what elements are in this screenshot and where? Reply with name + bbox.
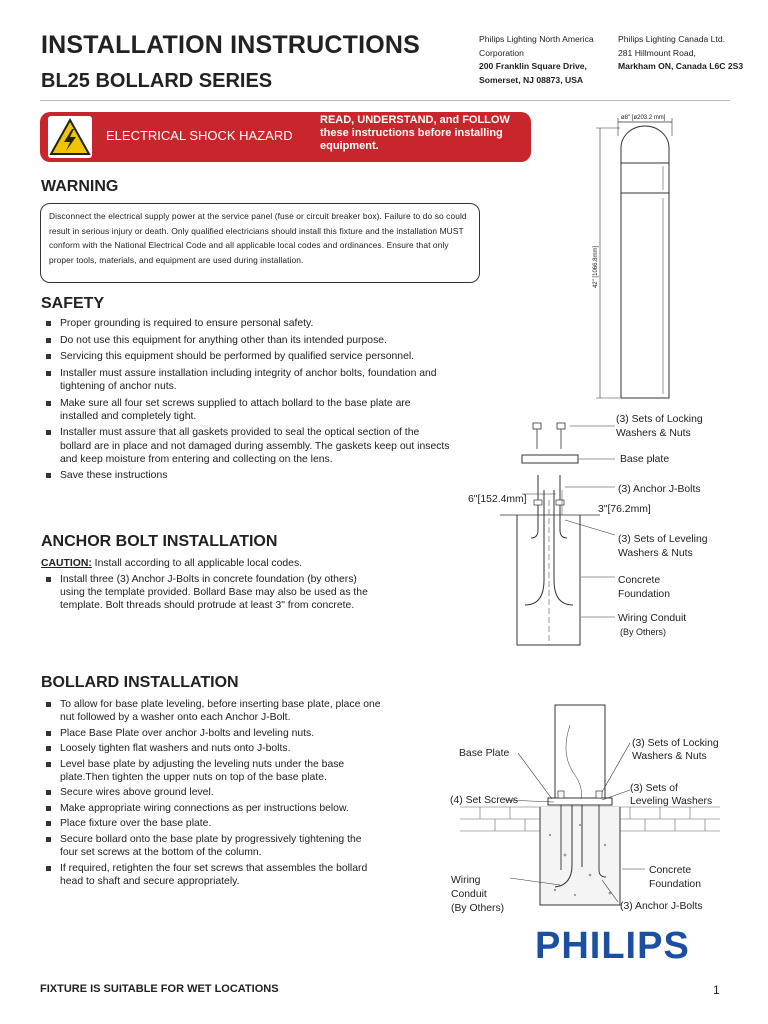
canada-office-address: Philips Lighting Canada Ltd. 281 Hillmount Road, Markham ON, Canada L6C 2S3 xyxy=(618,34,744,71)
label-wiring-conduit: Wiring Conduit xyxy=(618,613,687,624)
height-dimension: 42" [1066.8mm] xyxy=(593,245,599,288)
anchor-bolt-drawing xyxy=(440,405,710,655)
label-anchor-bolts: (3) Anchor J-Bolts xyxy=(618,484,701,495)
page-number: 1 xyxy=(713,983,720,997)
safety-heading: SAFETY xyxy=(41,295,105,312)
caution-note: CAUTION: Install according to all applicable local codes. xyxy=(41,558,303,569)
list-item: Place Base Plate over anchor J-bolts and leveling nuts. xyxy=(41,727,381,740)
label-conduit: Conduit xyxy=(451,889,487,900)
label-concrete: Concrete xyxy=(649,865,692,876)
wet-locations-note: FIXTURE IS SUITABLE FOR WET LOCATIONS xyxy=(40,983,279,995)
list-item: Place fixture over the base plate. xyxy=(41,817,381,830)
page-subtitle: BL25 BOLLARD SERIES xyxy=(41,70,273,92)
label-locking-washers-2: Washers & Nuts xyxy=(632,751,707,762)
label-anchor-bolts: (3) Anchor J-Bolts xyxy=(620,901,703,912)
label-by-others: (By Others) xyxy=(620,627,667,637)
anchor-heading: ANCHOR BOLT INSTALLATION xyxy=(41,533,278,550)
label-leveling-washers: (3) Sets of Leveling xyxy=(618,534,708,545)
safety-list xyxy=(41,317,451,486)
label-base-plate: Base plate xyxy=(620,454,670,465)
label-locking-washers: (3) Sets of Locking xyxy=(632,738,719,749)
label-dimension-3in: 3"[76.2mm] xyxy=(598,504,651,515)
label-set-screws: (4) Set Screws xyxy=(450,795,519,806)
label-foundation: Foundation xyxy=(649,879,701,890)
label-leveling-washers: Leveling Washers xyxy=(630,796,713,807)
bollard-heading: BOLLARD INSTALLATION xyxy=(41,674,239,691)
us-office-address: Philips Lighting North America Corporation 200 Franklin Square Drive, Somerset, NJ 08873, USA xyxy=(479,34,594,85)
list-item: Save these instructions xyxy=(41,469,451,482)
width-dimension: ø8" [ø203.2 mm] xyxy=(621,115,666,121)
list-item: Installer must assure that all gaskets provided to seal the optical section of the bollard are in place and not damaged during assembly. The gaskets keep out insects and keep moisture from entering and collecting on the lens. xyxy=(41,426,451,466)
label-base-plate: Base Plate xyxy=(459,748,510,759)
label-locking-washers: (3) Sets of Locking xyxy=(616,414,703,425)
anchor-list xyxy=(41,573,381,613)
list-item: Servicing this equipment should be performed by qualified service personnel. xyxy=(41,350,451,363)
label-dimension-6in: 6"[152.4mm] xyxy=(468,494,527,505)
list-item: Secure bollard onto the base plate by progressively tightening the four set screws at the bottom of the column. xyxy=(41,833,381,859)
list-item: To allow for base plate leveling, before inserting base plate, place one nut followed by a washer onto each Anchor J-Bolt. xyxy=(41,698,381,724)
warning-heading: WARNING xyxy=(41,178,119,195)
header-divider xyxy=(40,100,730,101)
list-item: Secure wires above ground level. xyxy=(41,786,381,799)
label-leveling-washers-2: Washers & Nuts xyxy=(618,548,693,559)
list-item: If required, retighten the four set screws that assembles the bollard head to shaft and secure appropriately. xyxy=(41,862,381,888)
philips-logo: PHILIPS xyxy=(535,925,690,967)
bollard-installation-drawing xyxy=(440,695,740,920)
label-wiring: Wiring xyxy=(451,875,481,886)
label-sets-of: (3) Sets of xyxy=(630,783,678,794)
bollard-list xyxy=(41,698,381,890)
bollard-dimension-drawing xyxy=(590,108,700,408)
read-instructions-note: READ, UNDERSTAND, and FOLLOW these instructions before installing equipment. xyxy=(320,114,510,152)
label-concrete: Concrete xyxy=(618,575,661,586)
label-locking-washers-2: Washers & Nuts xyxy=(616,428,691,439)
electrical-hazard-icon xyxy=(48,116,92,158)
list-item: Make sure all four set screws supplied to attach bollard to the base plate are installed and completely tight. xyxy=(41,397,451,423)
label-by-others: (By Others) xyxy=(451,903,505,914)
list-item: Proper grounding is required to ensure personal safety. xyxy=(41,317,451,330)
warning-text: Disconnect the electrical supply power at the service panel (fuse or circuit breaker box). Failure to do so could result in serious injury or death. Only qualified electricians should install this fixture and the installation MUST conform with the National Electrical Code and all applicable local codes and ordinances. Ensure that only proper tools, materials, and equipment are used during installation. xyxy=(49,211,467,265)
list-item: Installer must assure installation including integrity of anchor bolts, foundation and tightening of anchor nuts. xyxy=(41,367,451,393)
list-item: Make appropriate wiring connections as per instructions below. xyxy=(41,802,381,815)
page-title: INSTALLATION INSTRUCTIONS xyxy=(41,31,421,59)
list-item: Install three (3) Anchor J-Bolts in concrete foundation (by others) using the template provided. Bollard Base may also be used as the template. Bolt threads should protrude at least 3" from concrete. xyxy=(41,573,381,613)
list-item: Do not use this equipment for anything other than its intended purpose. xyxy=(41,334,451,347)
list-item: Loosely tighten flat washers and nuts onto J-bolts. xyxy=(41,742,381,755)
list-item: Level base plate by adjusting the leveling nuts under the base plate.Then tighten the upper nuts on top of the base plate. xyxy=(41,758,381,784)
label-foundation: Foundation xyxy=(618,589,670,600)
hazard-label: ELECTRICAL SHOCK HAZARD xyxy=(106,128,293,143)
